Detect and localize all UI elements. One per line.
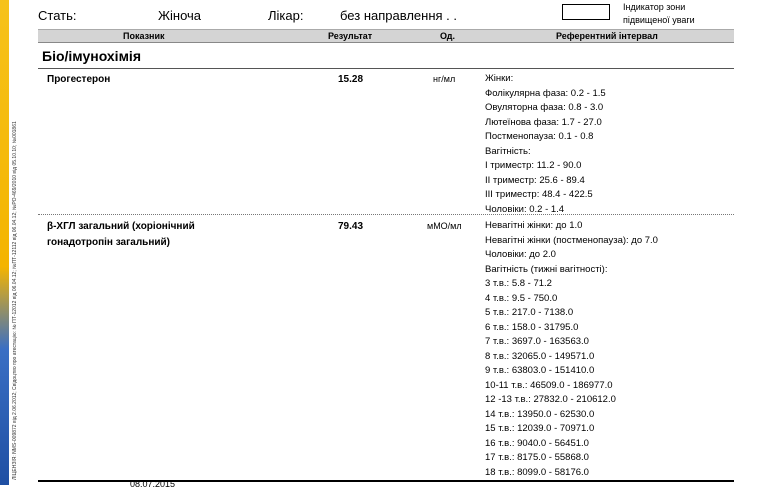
doctor-value: без направлення . . [340,8,457,23]
row-progesterone-name [47,72,110,88]
reference-line: 3 т.в.: 5.8 - 71.2 [485,278,552,289]
reference-line: 16 т.в.: 9040.0 - 56451.0 [485,437,589,449]
reference-line: Фолікулярна фаза: 0.2 - 1.5 [485,87,606,99]
reference-line: 5 т.в.: 217.0 - 7138.0 [485,307,574,318]
row-hcg-result: 79.43 [338,221,364,232]
reference-line: 15 т.в.: 12039.0 - 70971.0 [485,423,595,434]
reference-line: Постменопауза: 0.1 - 0.8 [485,131,594,142]
gender-value: Жіноча [158,8,202,23]
reference-line: Невагітні жінки (постменопауза): до 7.0 [485,234,658,246]
reference-line: Жінки: [485,73,514,84]
row-hcg-unit: мМО/мл [427,221,462,231]
attention-indicator-label [623,1,695,27]
reference-line: III триместр: 48.4 - 422.5 [485,189,593,200]
section-title: Біо/імунохімія [42,48,141,64]
footer-date: 08.07.2015 [130,479,176,489]
side-color-stripe [0,0,9,485]
table-header [38,29,734,43]
reference-line: Вагітність: [485,145,531,157]
row-divider [38,214,734,215]
reference-line: Вагітність (тижні вагітності): [485,263,608,275]
reference-line: 12 -13 т.в.: 27832.0 - 210612.0 [485,394,616,405]
reference-line: Чоловіки: до 2.0 [485,249,556,260]
row-progesterone-reference [485,72,606,217]
test-name-line: Прогестерон [47,74,111,85]
reference-line: II триместр: 25.6 - 89.4 [485,174,585,186]
license-side-text [12,70,24,480]
reference-line: 10-11 т.в.: 46509.0 - 186977.0 [485,379,613,391]
indicator-line-1: Індикатор зони [623,2,686,12]
test-name-line: гонадотропін загальний) [47,237,170,248]
reference-line: Невагітні жінки: до 1.0 [485,220,583,231]
indicator-line-2: підвищеної уваги [623,15,695,25]
license-text: ЛІЦЕНЗІЯ: NMS-009872 від 2.06.2012; Свідоцтво про атестацію: № ПТ-12012 від 06.04.12; №ПТ-12112 від 06.04.12; №РО-469/2010 від 05.10.10; №001861 [12,121,18,480]
attention-indicator-box [562,4,610,20]
row-progesterone-result: 15.28 [338,74,364,85]
doctor-label: Лікар: [268,8,304,23]
reference-line: 4 т.в.: 9.5 - 750.0 [485,292,558,304]
column-header-result: Результат [328,31,373,41]
reference-line: Чоловіки: 0.2 - 1.4 [485,203,565,215]
reference-line: 7 т.в.: 3697.0 - 163563.0 [485,336,589,347]
reference-line: 17 т.в.: 8175.0 - 55868.0 [485,452,589,463]
reference-line: 9 т.в.: 63803.0 - 151410.0 [485,365,595,376]
reference-line: I триместр: 11.2 - 90.0 [485,160,582,171]
reference-line: 8 т.в.: 32065.0 - 149571.0 [485,350,595,362]
column-header-indicator: Показник [123,31,165,41]
reference-line: Овуляторна фаза: 0.8 - 3.0 [485,102,604,113]
row-hcg-reference [485,219,658,480]
reference-line: 14 т.в.: 13950.0 - 62530.0 [485,408,595,420]
column-header-reference: Референтний інтервал [556,31,658,41]
reference-line: 6 т.в.: 158.0 - 31795.0 [485,321,579,333]
column-header-unit: Од. [440,31,455,41]
test-name-line: β-ХГЛ загальний (хоріонічний [47,221,195,232]
gender-label: Стать: [38,8,77,23]
row-hcg-name [47,219,195,251]
section-divider [38,68,734,69]
row-progesterone-unit: нг/мл [433,74,456,84]
reference-line: 18 т.в.: 8099.0 - 58176.0 [485,466,589,478]
reference-line: Лютеїнова фаза: 1.7 - 27.0 [485,116,602,128]
